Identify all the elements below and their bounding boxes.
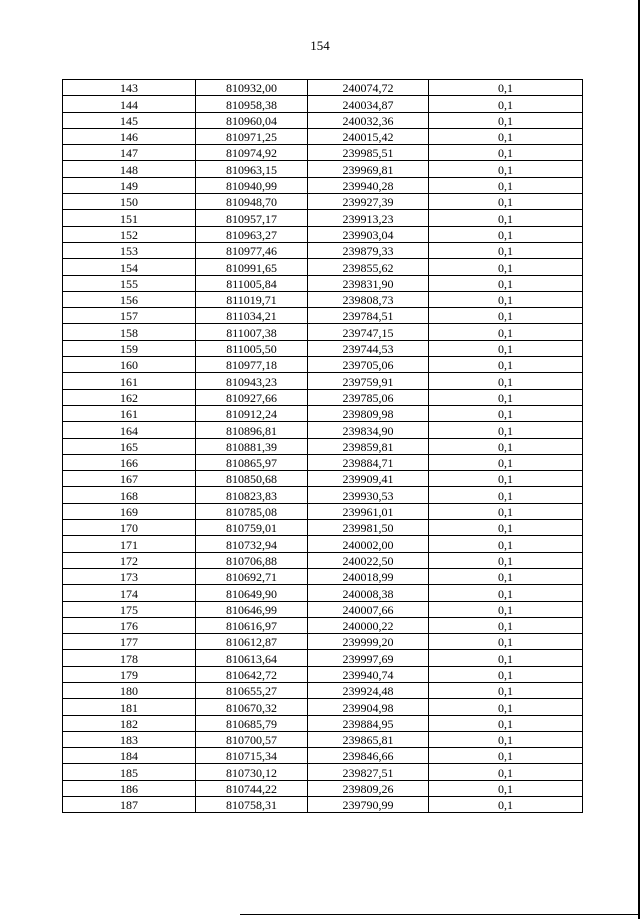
point-number-cell: 168 xyxy=(63,487,196,503)
point-number-cell: 146 xyxy=(63,128,196,144)
x-coordinate-cell: 810700,57 xyxy=(196,731,308,747)
y-coordinate-cell: 239927,39 xyxy=(308,194,429,210)
y-coordinate-cell: 239930,53 xyxy=(308,487,429,503)
accuracy-cell: 0,1 xyxy=(429,682,583,698)
y-coordinate-cell: 239846,66 xyxy=(308,748,429,764)
table-row xyxy=(63,96,583,112)
table-row xyxy=(63,112,583,128)
accuracy-cell: 0,1 xyxy=(429,259,583,275)
x-coordinate-cell: 810685,79 xyxy=(196,715,308,731)
point-number-cell: 175 xyxy=(63,601,196,617)
table-row xyxy=(63,487,583,503)
x-coordinate-cell: 810670,32 xyxy=(196,699,308,715)
accuracy-cell: 0,1 xyxy=(429,405,583,421)
point-number-cell: 155 xyxy=(63,275,196,291)
point-number-cell: 183 xyxy=(63,731,196,747)
table-row xyxy=(63,242,583,258)
accuracy-cell: 0,1 xyxy=(429,340,583,356)
accuracy-cell: 0,1 xyxy=(429,601,583,617)
y-coordinate-cell: 239884,71 xyxy=(308,454,429,470)
x-coordinate-cell: 810715,34 xyxy=(196,748,308,764)
x-coordinate-cell: 810758,31 xyxy=(196,797,308,813)
y-coordinate-cell: 240018,99 xyxy=(308,568,429,584)
y-coordinate-cell: 239940,28 xyxy=(308,177,429,193)
x-coordinate-cell: 810646,99 xyxy=(196,601,308,617)
table-row xyxy=(63,340,583,356)
x-coordinate-cell: 810960,04 xyxy=(196,112,308,128)
table-row xyxy=(63,568,583,584)
accuracy-cell: 0,1 xyxy=(429,715,583,731)
x-coordinate-cell: 811007,38 xyxy=(196,324,308,340)
accuracy-cell: 0,1 xyxy=(429,357,583,373)
y-coordinate-cell: 240074,72 xyxy=(308,80,429,96)
point-number-cell: 161 xyxy=(63,405,196,421)
table-row xyxy=(63,373,583,389)
point-number-cell: 166 xyxy=(63,454,196,470)
table-row xyxy=(63,471,583,487)
accuracy-cell: 0,1 xyxy=(429,748,583,764)
x-coordinate-cell: 810730,12 xyxy=(196,764,308,780)
point-number-cell: 160 xyxy=(63,357,196,373)
table-row xyxy=(63,650,583,666)
point-number-cell: 172 xyxy=(63,552,196,568)
y-coordinate-cell: 239961,01 xyxy=(308,503,429,519)
accuracy-cell: 0,1 xyxy=(429,438,583,454)
x-coordinate-cell: 811034,21 xyxy=(196,308,308,324)
y-coordinate-cell: 239999,20 xyxy=(308,634,429,650)
point-number-cell: 147 xyxy=(63,145,196,161)
x-coordinate-cell: 810881,39 xyxy=(196,438,308,454)
table-row xyxy=(63,617,583,633)
point-number-cell: 173 xyxy=(63,568,196,584)
coordinates-table-container xyxy=(62,79,582,813)
x-coordinate-cell: 810991,65 xyxy=(196,259,308,275)
accuracy-cell: 0,1 xyxy=(429,112,583,128)
table-row xyxy=(63,601,583,617)
y-coordinate-cell: 239784,51 xyxy=(308,308,429,324)
point-number-cell: 170 xyxy=(63,520,196,536)
coordinates-table-body xyxy=(63,80,583,813)
point-number-cell: 180 xyxy=(63,682,196,698)
table-row xyxy=(63,128,583,144)
x-coordinate-cell: 810977,18 xyxy=(196,357,308,373)
accuracy-cell: 0,1 xyxy=(429,389,583,405)
x-coordinate-cell: 810706,88 xyxy=(196,552,308,568)
table-row xyxy=(63,275,583,291)
table-row xyxy=(63,585,583,601)
table-row xyxy=(63,291,583,307)
table-row xyxy=(63,634,583,650)
accuracy-cell: 0,1 xyxy=(429,177,583,193)
y-coordinate-cell: 239785,06 xyxy=(308,389,429,405)
table-row xyxy=(63,194,583,210)
point-number-cell: 182 xyxy=(63,715,196,731)
y-coordinate-cell: 239940,74 xyxy=(308,666,429,682)
point-number-cell: 161 xyxy=(63,373,196,389)
x-coordinate-cell: 810943,23 xyxy=(196,373,308,389)
accuracy-cell: 0,1 xyxy=(429,308,583,324)
table-row xyxy=(63,422,583,438)
table-row xyxy=(63,389,583,405)
x-coordinate-cell: 810732,94 xyxy=(196,536,308,552)
accuracy-cell: 0,1 xyxy=(429,650,583,666)
table-row xyxy=(63,405,583,421)
accuracy-cell: 0,1 xyxy=(429,487,583,503)
point-number-cell: 187 xyxy=(63,797,196,813)
x-coordinate-cell: 810613,64 xyxy=(196,650,308,666)
point-number-cell: 176 xyxy=(63,617,196,633)
point-number-cell: 171 xyxy=(63,536,196,552)
point-number-cell: 184 xyxy=(63,748,196,764)
table-row xyxy=(63,682,583,698)
accuracy-cell: 0,1 xyxy=(429,454,583,470)
x-coordinate-cell: 810649,90 xyxy=(196,585,308,601)
table-row xyxy=(63,324,583,340)
y-coordinate-cell: 239790,99 xyxy=(308,797,429,813)
y-coordinate-cell: 239834,90 xyxy=(308,422,429,438)
point-number-cell: 162 xyxy=(63,389,196,405)
point-number-cell: 181 xyxy=(63,699,196,715)
y-coordinate-cell: 240032,36 xyxy=(308,112,429,128)
point-number-cell: 177 xyxy=(63,634,196,650)
y-coordinate-cell: 239808,73 xyxy=(308,291,429,307)
x-coordinate-cell: 810932,00 xyxy=(196,80,308,96)
table-row xyxy=(63,308,583,324)
y-coordinate-cell: 239884,95 xyxy=(308,715,429,731)
table-row xyxy=(63,145,583,161)
x-coordinate-cell: 810963,15 xyxy=(196,161,308,177)
point-number-cell: 148 xyxy=(63,161,196,177)
accuracy-cell: 0,1 xyxy=(429,210,583,226)
table-row xyxy=(63,731,583,747)
point-number-cell: 179 xyxy=(63,666,196,682)
table-row xyxy=(63,259,583,275)
point-number-cell: 186 xyxy=(63,780,196,796)
x-coordinate-cell: 810963,27 xyxy=(196,226,308,242)
y-coordinate-cell: 240015,42 xyxy=(308,128,429,144)
accuracy-cell: 0,1 xyxy=(429,699,583,715)
accuracy-cell: 0,1 xyxy=(429,797,583,813)
x-coordinate-cell: 810823,83 xyxy=(196,487,308,503)
accuracy-cell: 0,1 xyxy=(429,764,583,780)
y-coordinate-cell: 239831,90 xyxy=(308,275,429,291)
y-coordinate-cell: 239924,48 xyxy=(308,682,429,698)
accuracy-cell: 0,1 xyxy=(429,552,583,568)
accuracy-cell: 0,1 xyxy=(429,666,583,682)
y-coordinate-cell: 239855,62 xyxy=(308,259,429,275)
scan-edge-bottom xyxy=(240,914,640,915)
accuracy-cell: 0,1 xyxy=(429,145,583,161)
table-row xyxy=(63,226,583,242)
y-coordinate-cell: 240007,66 xyxy=(308,601,429,617)
y-coordinate-cell: 240034,87 xyxy=(308,96,429,112)
y-coordinate-cell: 240022,50 xyxy=(308,552,429,568)
accuracy-cell: 0,1 xyxy=(429,161,583,177)
x-coordinate-cell: 810927,66 xyxy=(196,389,308,405)
point-number-cell: 152 xyxy=(63,226,196,242)
accuracy-cell: 0,1 xyxy=(429,634,583,650)
point-number-cell: 151 xyxy=(63,210,196,226)
point-number-cell: 178 xyxy=(63,650,196,666)
table-row xyxy=(63,520,583,536)
point-number-cell: 185 xyxy=(63,764,196,780)
table-row xyxy=(63,210,583,226)
y-coordinate-cell: 239705,06 xyxy=(308,357,429,373)
x-coordinate-cell: 810612,87 xyxy=(196,634,308,650)
y-coordinate-cell: 239913,23 xyxy=(308,210,429,226)
point-number-cell: 157 xyxy=(63,308,196,324)
x-coordinate-cell: 810958,38 xyxy=(196,96,308,112)
x-coordinate-cell: 810642,72 xyxy=(196,666,308,682)
table-row xyxy=(63,503,583,519)
y-coordinate-cell: 239997,69 xyxy=(308,650,429,666)
table-row xyxy=(63,357,583,373)
accuracy-cell: 0,1 xyxy=(429,291,583,307)
accuracy-cell: 0,1 xyxy=(429,96,583,112)
x-coordinate-cell: 811005,84 xyxy=(196,275,308,291)
point-number-cell: 174 xyxy=(63,585,196,601)
accuracy-cell: 0,1 xyxy=(429,536,583,552)
table-row xyxy=(63,748,583,764)
y-coordinate-cell: 239909,41 xyxy=(308,471,429,487)
accuracy-cell: 0,1 xyxy=(429,520,583,536)
point-number-cell: 144 xyxy=(63,96,196,112)
y-coordinate-cell: 240008,38 xyxy=(308,585,429,601)
y-coordinate-cell: 239981,50 xyxy=(308,520,429,536)
point-number-cell: 169 xyxy=(63,503,196,519)
x-coordinate-cell: 810940,99 xyxy=(196,177,308,193)
accuracy-cell: 0,1 xyxy=(429,780,583,796)
x-coordinate-cell: 810785,08 xyxy=(196,503,308,519)
point-number-cell: 164 xyxy=(63,422,196,438)
x-coordinate-cell: 810616,97 xyxy=(196,617,308,633)
x-coordinate-cell: 810977,46 xyxy=(196,242,308,258)
x-coordinate-cell: 810744,22 xyxy=(196,780,308,796)
table-row xyxy=(63,666,583,682)
point-number-cell: 143 xyxy=(63,80,196,96)
table-row xyxy=(63,80,583,96)
x-coordinate-cell: 810850,68 xyxy=(196,471,308,487)
y-coordinate-cell: 239809,26 xyxy=(308,780,429,796)
point-number-cell: 165 xyxy=(63,438,196,454)
y-coordinate-cell: 239747,15 xyxy=(308,324,429,340)
accuracy-cell: 0,1 xyxy=(429,242,583,258)
x-coordinate-cell: 810759,01 xyxy=(196,520,308,536)
accuracy-cell: 0,1 xyxy=(429,617,583,633)
table-row xyxy=(63,552,583,568)
table-row xyxy=(63,797,583,813)
table-row xyxy=(63,699,583,715)
accuracy-cell: 0,1 xyxy=(429,503,583,519)
y-coordinate-cell: 239865,81 xyxy=(308,731,429,747)
point-number-cell: 167 xyxy=(63,471,196,487)
point-number-cell: 159 xyxy=(63,340,196,356)
y-coordinate-cell: 239879,33 xyxy=(308,242,429,258)
accuracy-cell: 0,1 xyxy=(429,585,583,601)
x-coordinate-cell: 810957,17 xyxy=(196,210,308,226)
table-row xyxy=(63,764,583,780)
table-row xyxy=(63,780,583,796)
y-coordinate-cell: 239969,81 xyxy=(308,161,429,177)
point-number-cell: 149 xyxy=(63,177,196,193)
x-coordinate-cell: 810912,24 xyxy=(196,405,308,421)
x-coordinate-cell: 810971,25 xyxy=(196,128,308,144)
y-coordinate-cell: 239985,51 xyxy=(308,145,429,161)
point-number-cell: 145 xyxy=(63,112,196,128)
x-coordinate-cell: 810865,97 xyxy=(196,454,308,470)
y-coordinate-cell: 239744,53 xyxy=(308,340,429,356)
x-coordinate-cell: 810974,92 xyxy=(196,145,308,161)
point-number-cell: 154 xyxy=(63,259,196,275)
table-row xyxy=(63,177,583,193)
y-coordinate-cell: 239904,98 xyxy=(308,699,429,715)
x-coordinate-cell: 810896,81 xyxy=(196,422,308,438)
y-coordinate-cell: 239859,81 xyxy=(308,438,429,454)
x-coordinate-cell: 810655,27 xyxy=(196,682,308,698)
x-coordinate-cell: 811019,71 xyxy=(196,291,308,307)
accuracy-cell: 0,1 xyxy=(429,80,583,96)
x-coordinate-cell: 810692,71 xyxy=(196,568,308,584)
accuracy-cell: 0,1 xyxy=(429,275,583,291)
y-coordinate-cell: 240000,22 xyxy=(308,617,429,633)
y-coordinate-cell: 239809,98 xyxy=(308,405,429,421)
point-number-cell: 150 xyxy=(63,194,196,210)
point-number-cell: 153 xyxy=(63,242,196,258)
x-coordinate-cell: 810948,70 xyxy=(196,194,308,210)
accuracy-cell: 0,1 xyxy=(429,324,583,340)
accuracy-cell: 0,1 xyxy=(429,471,583,487)
coordinates-table xyxy=(62,79,583,813)
accuracy-cell: 0,1 xyxy=(429,568,583,584)
x-coordinate-cell: 811005,50 xyxy=(196,340,308,356)
accuracy-cell: 0,1 xyxy=(429,373,583,389)
point-number-cell: 156 xyxy=(63,291,196,307)
y-coordinate-cell: 239903,04 xyxy=(308,226,429,242)
accuracy-cell: 0,1 xyxy=(429,226,583,242)
accuracy-cell: 0,1 xyxy=(429,128,583,144)
y-coordinate-cell: 240002,00 xyxy=(308,536,429,552)
accuracy-cell: 0,1 xyxy=(429,731,583,747)
table-row xyxy=(63,536,583,552)
page-number: 154 xyxy=(310,38,330,53)
point-number-cell: 158 xyxy=(63,324,196,340)
accuracy-cell: 0,1 xyxy=(429,422,583,438)
table-row xyxy=(63,454,583,470)
y-coordinate-cell: 239759,91 xyxy=(308,373,429,389)
y-coordinate-cell: 239827,51 xyxy=(308,764,429,780)
table-row xyxy=(63,715,583,731)
table-row xyxy=(63,161,583,177)
accuracy-cell: 0,1 xyxy=(429,194,583,210)
table-row xyxy=(63,438,583,454)
